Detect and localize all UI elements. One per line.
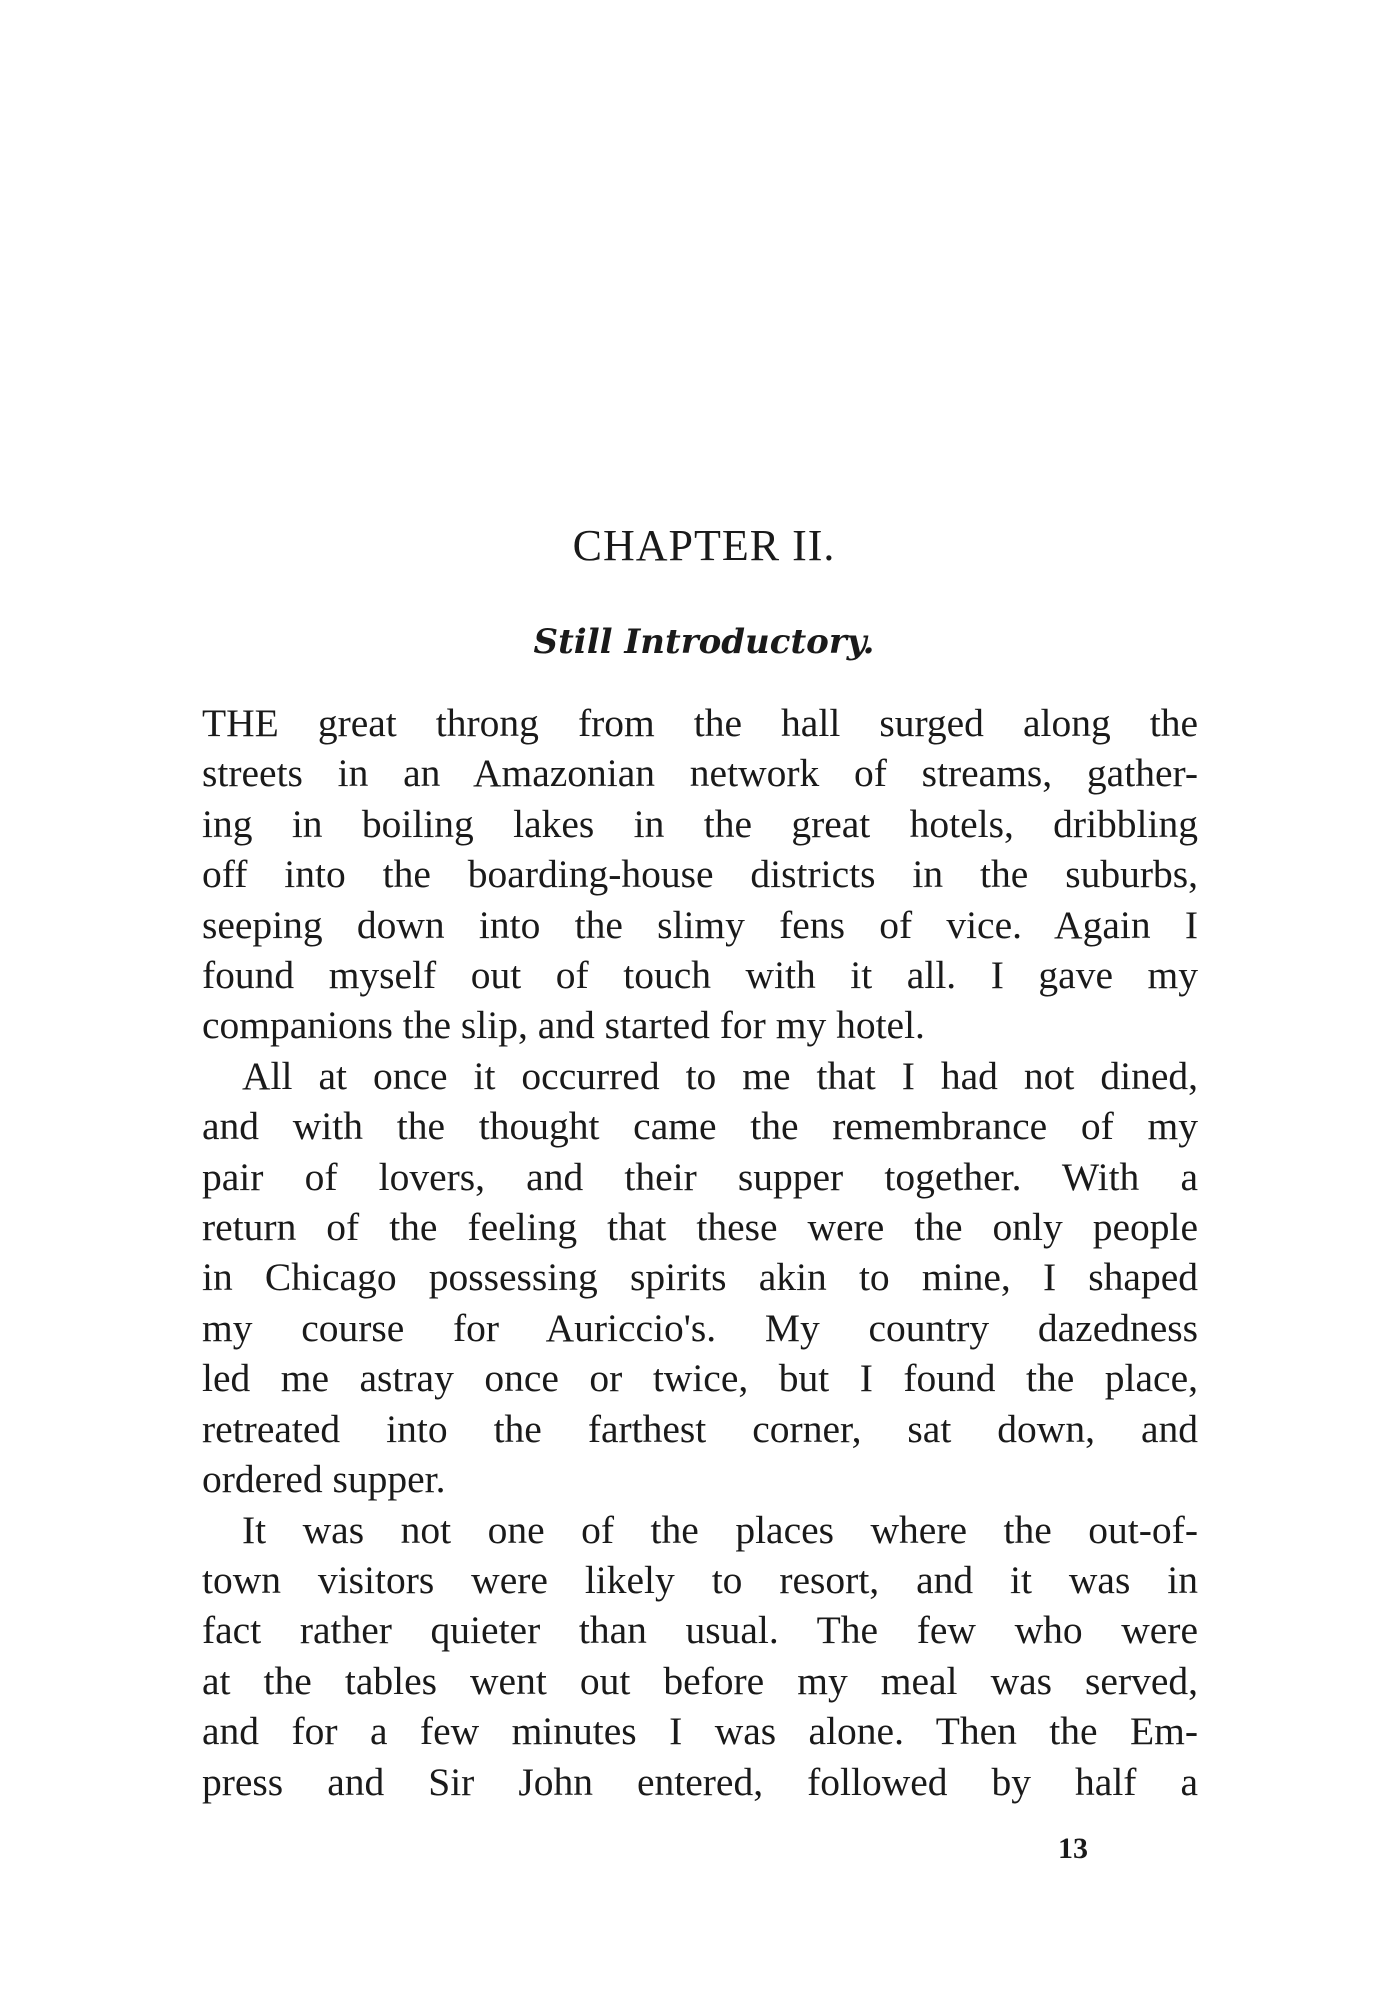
text-line: streets in an Amazonian network of streams, gather- xyxy=(202,751,1198,796)
body-text xyxy=(202,698,1198,1807)
text-line: return of the feeling that these were the only people xyxy=(202,1205,1198,1250)
text-line: retreated into the farthest corner, sat down, and xyxy=(202,1406,1198,1451)
text-line: pair of lovers, and their supper together. With a xyxy=(202,1154,1198,1199)
text-line: press and Sir John entered, followed by half a xyxy=(202,1759,1198,1804)
text-line: All at once it occurred to me that I had not dined, xyxy=(242,1053,1198,1098)
chapter-title: CHAPTER II. xyxy=(572,521,836,570)
text-line: and for a few minutes I was alone. Then the Em- xyxy=(202,1709,1198,1754)
text-line: in Chicago possessing spirits akin to mine, I shaped xyxy=(202,1255,1198,1300)
text-line: at the tables went out before my meal was served, xyxy=(202,1658,1198,1703)
text-line: It was not one of the places where the out-of- xyxy=(242,1507,1198,1552)
text-line: fact rather quieter than usual. The few who were xyxy=(202,1608,1198,1653)
text-line: off into the boarding-house districts in the suburbs, xyxy=(202,852,1198,897)
text-line: led me astray once or twice, but I found the place, xyxy=(202,1356,1198,1401)
paragraph-1 xyxy=(202,698,1198,1051)
text-line: ordered supper. xyxy=(202,1457,446,1502)
text-line: companions the slip, and started for my hotel. xyxy=(202,1003,925,1048)
text-line: THE great throng from the hall surged along the xyxy=(202,701,1198,745)
text-line: my course for Auriccio's. My country dazedness xyxy=(202,1305,1198,1350)
paragraph-2 xyxy=(202,1051,1198,1505)
text-line: found myself out of touch with it all. I gave my xyxy=(202,953,1198,998)
page-number: 13 xyxy=(1058,1832,1088,1865)
text-line: town visitors were likely to resort, and it was in xyxy=(202,1557,1198,1602)
paragraph-3 xyxy=(202,1505,1198,1807)
text-line: seeping down into the slimy fens of vice. Again I xyxy=(202,902,1198,947)
text-line: and with the thought came the remembrance of my xyxy=(202,1104,1198,1149)
text-line: ing in boiling lakes in the great hotels, dribbling xyxy=(202,801,1198,846)
chapter-subtitle: Still Introductory. xyxy=(533,622,875,662)
